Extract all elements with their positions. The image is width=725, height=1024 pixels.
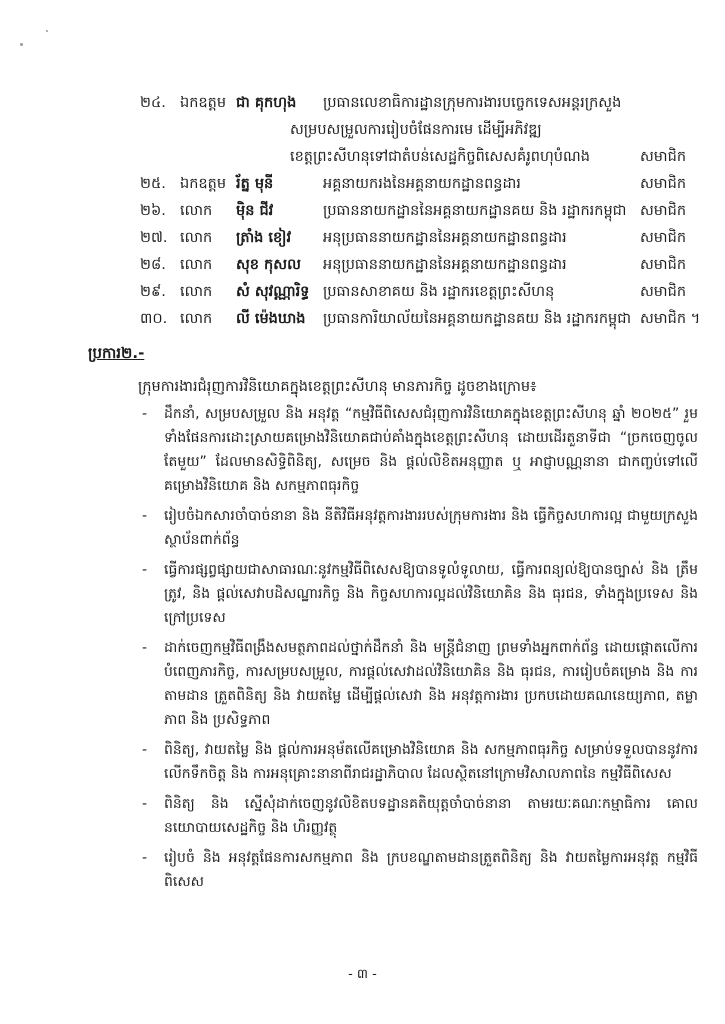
member-status: សមាជិក <box>640 230 687 246</box>
member-row <box>140 225 700 252</box>
member-number: ២៩. <box>140 284 166 300</box>
member-number: ២៤. <box>140 95 166 111</box>
member-name: ត្រាំង ខៀវ <box>236 230 292 246</box>
member-number: ៣០. <box>140 311 168 327</box>
duty-item <box>140 846 698 894</box>
member-title: ឯកឧត្តម <box>180 95 227 111</box>
member-row <box>140 171 700 198</box>
duty-item <box>140 792 698 840</box>
member-name: លី ម៉េងឃាង <box>236 311 306 327</box>
member-status: សមាជិក <box>640 149 687 165</box>
bullet-dash: - <box>142 796 148 812</box>
bullet-dash: - <box>142 850 148 866</box>
member-role: ខេត្តព្រះសីហនុទៅជាតំបន់សេដ្ឋកិច្ចពិសេសគំរូពហុបំណង <box>290 149 590 165</box>
duty-list <box>140 402 698 900</box>
member-name: រ័ត្ន មុនី <box>236 176 274 192</box>
member-row <box>140 279 700 306</box>
member-role-continuation <box>140 144 700 171</box>
bullet-dash: - <box>142 640 148 656</box>
member-name: ម៉ិន ជីវ <box>236 203 274 219</box>
scan-speck <box>20 43 23 46</box>
member-title: លោក <box>180 284 213 300</box>
duty-item <box>140 636 698 732</box>
member-title: លោក <box>180 311 213 327</box>
member-number: ២៦. <box>140 203 166 219</box>
member-role: ប្រធានលេខាធិការដ្ឋានក្រុមការងារបច្ចេកទេសអន្តរក្រសួង <box>323 95 622 111</box>
bullet-dash: - <box>142 406 148 422</box>
article-heading: ប្រការ២.- <box>88 344 145 362</box>
member-status: សមាជិក <box>640 203 687 219</box>
duty-text: រៀបចំឯកសារចាំបាច់នានា និង នីតិវិធីអនុវត្តការងាររបស់ក្រុមការងារ និង ធ្វើកិច្ចសហការល្អ ជាមួយក្រសួងស្ថាប័នពាក់ព័ន្ធ <box>164 508 698 548</box>
duty-text: ពិនិត្យ និង ស្នើសុំដាក់ចេញនូវលិខិតបទដ្ឋានគតិយុត្តចាំបាច់នានា តាមរយៈគណៈកម្មាធិការ គោលនយោបាយសេដ្ឋកិច្ច និង ហិរញ្ញវត្ថុ <box>164 796 698 836</box>
member-role: ប្រធាននាយកដ្ឋាននៃអគ្គនាយកដ្ឋានគយ និង រដ្ឋាករកម្ពុជា <box>323 203 627 219</box>
bullet-dash: - <box>142 562 148 578</box>
member-status: សមាជិក ។ <box>640 311 701 327</box>
bullet-dash: - <box>142 508 148 524</box>
member-title: លោក <box>180 230 213 246</box>
member-role-continuation <box>140 117 700 144</box>
duty-item <box>140 738 698 786</box>
member-number: ២៧. <box>140 230 168 246</box>
member-status: សមាជិក <box>640 284 687 300</box>
duty-text: ដាក់ចេញកម្មវិធីពង្រឹងសមត្ថភាពដល់ថ្នាក់ដឹកនាំ និង មន្ត្រីជំនាញ ព្រមទាំងអ្នកពាក់ព័ន្ធ ដោយផ្តោតលើការបំពេញភារកិច្ច, ការសម្របសម្រួល, ការផ្តល់សេវាដល់វិនិយោគិន និង ធុរជន, ការរៀបចំគម្រោង និង ការតាមដាន ត្រួតពិនិត្យ និង វាយតម្លៃ ដើម្បីផ្តល់សេវា និង អនុវត្តការងារ ប្រកបដោយគណនេយ្យភាព, តម្លាភាព និង ប្រសិទ្ធភាព <box>164 640 698 728</box>
member-role: ប្រធានការិយាល័យនៃអគ្គនាយកដ្ឋានគយ និង រដ្ឋាករកម្ពុជា <box>323 311 632 327</box>
duty-text: រៀបចំ និង អនុវត្តផែនការសកម្មភាព និង ក្របខណ្ឌតាមដានត្រួតពិនិត្យ និង វាយតម្លៃការអនុវត្ត កម្មវិធីពិសេស <box>164 850 698 890</box>
member-title: លោក <box>180 203 213 219</box>
member-list <box>140 90 700 333</box>
member-role: អនុប្រធាននាយកដ្ឋាននៃអគ្គនាយកដ្ឋានពន្ធដារ <box>323 257 567 273</box>
member-title: លោក <box>180 257 213 273</box>
duty-item <box>140 558 698 630</box>
member-row <box>140 252 700 279</box>
duty-item <box>140 402 698 498</box>
scan-speck <box>46 30 48 32</box>
member-name: សំ សុវណ្ណារិទ្ធ <box>236 284 310 300</box>
duty-text: ដឹកនាំ, សម្របសម្រួល និង អនុវត្ត “កម្មវិធីពិសេសជំរុញការវិនិយោគក្នុងខេត្តព្រះសីហនុ ឆ្នាំ ២០២៥” រួមទាំងផែនការដោះស្រាយគម្រោងវិនិយោគជាប់គាំងក្នុងខេត្តព្រះសីហនុ ដោយដើរតួនាទីជា “ច្រកចេញចូលតែមួយ” ដែលមានសិទ្ធិពិនិត្យ, សម្រេច និង ផ្តល់លិខិតអនុញ្ញាត ឬ អាជ្ញាបណ្ណនានា ជាកញ្ចប់ទៅលើគម្រោងវិនិយោគ និង សកម្មភាពធុរកិច្ច <box>164 406 698 494</box>
member-role: អគ្គនាយករងនៃអគ្គនាយកដ្ឋានពន្ធដារ <box>323 176 521 192</box>
page-number: - ៣ - <box>348 967 377 982</box>
member-row <box>140 306 700 333</box>
member-status: សមាជិក <box>640 176 687 192</box>
member-row <box>140 198 700 225</box>
member-role: សម្របសម្រួលការរៀបចំផែនការមេ ដើម្បីអភិវឌ្ឍ <box>290 122 542 138</box>
member-name: សុខ កុសល <box>236 257 301 273</box>
member-role: អនុប្រធាននាយកដ្ឋាននៃអគ្គនាយកដ្ឋានពន្ធដារ <box>323 230 567 246</box>
bullet-dash: - <box>142 742 148 758</box>
member-number: ២៥. <box>140 176 166 192</box>
member-number: ២៨. <box>140 257 166 273</box>
member-name: ជា គុកហុង <box>236 95 297 111</box>
duty-text: ធ្វើការផ្សព្វផ្សាយជាសាធារណៈនូវកម្មវិធីពិសេសឱ្យបានទូលំទូលាយ, ធ្វើការពន្យល់ឱ្យបានច្បាស់ និង ត្រឹមត្រូវ, និង ផ្តល់សេវាបដិសណ្ឋារកិច្ច និង កិច្ចសហការល្អដល់វិនិយោគិន និង ធុរជន, ទាំងក្នុងប្រទេស និង ក្រៅប្រទេស <box>164 562 698 626</box>
article-intro: ក្រុមការងារជំរុញការវិនិយោគក្នុងខេត្តព្រះសីហនុ មានភារកិច្ច ដូចខាងក្រោម៖ <box>138 379 537 395</box>
duty-text: ពិនិត្យ, វាយតម្លៃ និង ផ្តល់ការអនុម័តលើគម្រោងវិនិយោគ និង សកម្មភាពធុរកិច្ច សម្រាប់ទទួលបាននូវការលើកទឹកចិត្ត និង ការអនុគ្រោះនានាពីរាជរដ្ឋាភិបាល ដែលស្ថិតនៅក្រោមវិសាលភាពនៃ កម្មវិធីពិសេស <box>164 742 698 782</box>
member-row <box>140 90 700 117</box>
duty-item <box>140 504 698 552</box>
member-role: ប្រធានសាខាគយ និង រដ្ឋាករខេត្តព្រះសីហនុ <box>323 284 555 300</box>
member-status: សមាជិក <box>640 257 687 273</box>
member-title: ឯកឧត្តម <box>180 176 227 192</box>
